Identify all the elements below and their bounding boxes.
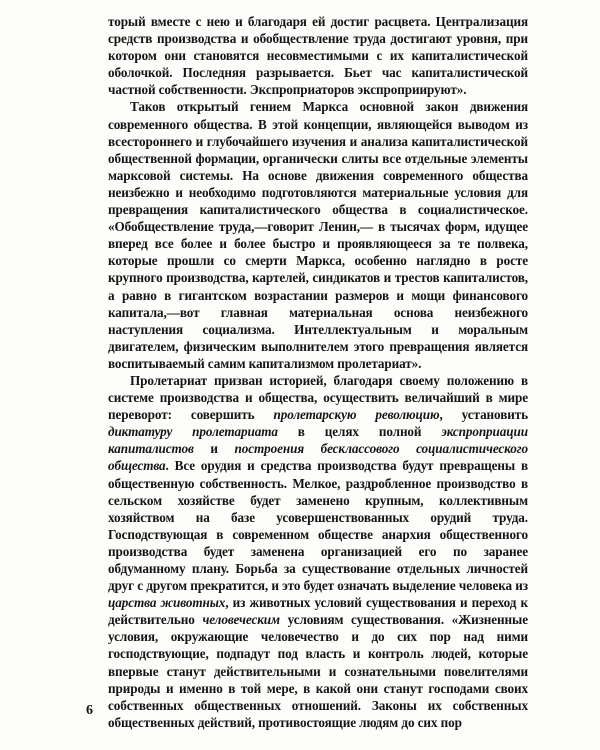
page-number: 6 [86,703,93,718]
text-run: условиям существования. «Жизненные условия, окружающие человечество и до сих пор над ними господствующие, подпадут под власть и контроль людей, которые впервые станут действительными и сознательными повелителями природы и именно в той мере, в какой они станут господами своих собственных общественных отношений. Законы их собственных общественных действий, противостоящие людям до сих пор [108,612,529,730]
text-run: , установить [439,407,528,423]
page-text [108,13,528,731]
text-run: Таков открытый гением Маркса основной закон движения современного общества. В этой концепции, являющейся выводом из всестороннего и глубочайшего изучения и анализа капиталистической общественной формации, органически слиты все отдельные элементы марксовой системы. На основе движения современного общества неизбежно и необходимо подготовляются материальные условия для превращения капиталистического общества в социалистическое. «Обобществление труда,—говорит Ленин,— в тысячах форм, идущее вперед все более и более быстро и проявляющееся за те полвека, которые прошли со смерти Маркса, особенно наглядно в росте крупного производства, картелей, синдикатов и трестов капиталистов, а равно в гигантском возрастании размеров и мощи финансового капитала,—вот главная материальная основа неизбежного наступления социализма. Интеллектуальным и моральным двигателем, физическим выполнителем этого превращения является воспитываемый самим капитализмом пролетариат». [108,99,528,371]
text-run: , из животных условий существования и переход к действительно [108,595,528,628]
paragraph [108,13,528,98]
emphasized-text: пролетарскую революцию [273,407,440,423]
text-run: в целях полной [277,424,442,440]
emphasized-text: человеческим [202,612,280,628]
paragraph [108,372,528,731]
emphasized-text: экспроприации капиталистов [108,424,528,457]
text-run: торый вместе с нею и благодаря ей достиг расцвета. Централизация средств производства и обобществление труда достигают уровня, при котором они становятся несовместимыми с их капиталистической оболочкой. Последняя разрывается. Бьет час капиталистической частной собственности. Экспроприаторов экспроприируют». [108,14,528,98]
text-run: и [193,441,235,457]
emphasized-text: царства животных [108,595,226,611]
text-run: . Все орудия и средства производства будут превращены в общественную собственность. Мелкое, раздробленное производство в сельском хозяйстве будет заменено крупным, коллективным хозяйством на базе усовершенствованных орудий труда. Господствующая в современном обществе анархия общественного производства будет заменена организацией его по заранее обдуманному плану. Борьба за существование отдельных личностей друг с другом прекратится, и это будет означать выделение человека из [108,458,528,594]
emphasized-text: диктатуру пролетариата [108,424,278,440]
emphasized-text: построения бесклассового социалистического общества [108,441,528,474]
text-run: Пролетариат призван историей, благодаря своему положению в системе производства и общества, осуществить величайший в мире переворот: совершить [108,372,528,423]
paragraph [108,98,528,372]
